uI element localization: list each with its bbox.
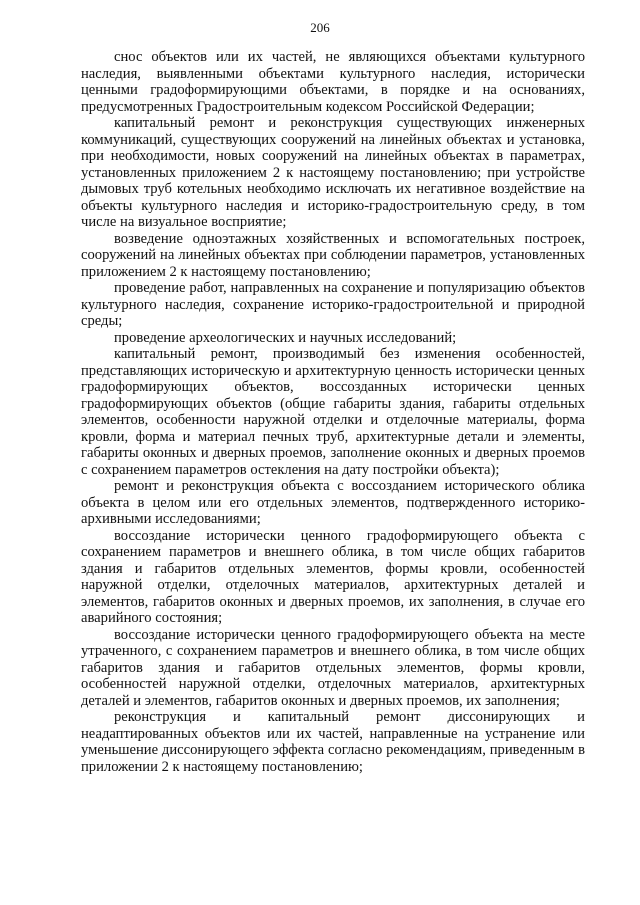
paragraph: воссоздание исторически ценного градоформирующего объекта с сохранением параметров и внешнего облика, в том числе общих габаритов здания и габаритов отдельных элементов, формы кровли, особенностей наружной отделки, отделочных материалов, архитектурных деталей и элементов, габаритов оконных и дверных проемов, их заполнения, в случае его аварийного состояния; xyxy=(81,527,585,626)
paragraph: воссоздание исторически ценного градоформирующего объекта на месте утраченного, с сохранением параметров и внешнего облика, в том числе общих габаритов здания и габаритов отдельных элементов, формы кровли, особенностей наружной отделки, отделочных материалов, архитектурных деталей и элементов, габаритов оконных и дверных проемов, их заполнения; xyxy=(81,626,585,709)
document-body xyxy=(81,49,585,775)
paragraph: проведение археологических и научных исследований; xyxy=(114,329,457,346)
paragraph: снос объектов или их частей, не являющихся объектами культурного наследия, выявленными объектами культурного наследия, исторически ценными градоформирующими объектами, в порядке и на основаниях, предусмотренных Градостроительным кодексом Российской Федерации; xyxy=(81,49,585,115)
paragraph: реконструкция и капитальный ремонт диссонирующих и неадаптированных объектов или их частей, направленные на устранение или уменьшение диссонирующего эффекта согласно рекомендациям, приведенным в приложении 2 к настоящему постановлению; xyxy=(81,709,585,775)
paragraph: ремонт и реконструкция объекта с воссозданием исторического облика объекта в целом или его отдельных элементов, подтвержденного историко-архивными исследованиями; xyxy=(81,478,585,527)
paragraph: капитальный ремонт и реконструкция существующих инженерных коммуникаций, существующих сооружений на линейных объектах и установка, при необходимости, новых сооружений на линейных объектах в параметрах, установленных приложением 2 к настоящему постановлению; при устройстве дымовых труб котельных необходимо исключать их негативное воздействие на объекты культурного наследия и историко-градостроительную среду, в том числе на визуальное восприятие; xyxy=(81,115,585,230)
paragraph: проведение работ, направленных на сохранение и популяризацию объектов культурного наследия, сохранение историко-градостроительной и природной среды; xyxy=(81,280,585,329)
paragraph: капитальный ремонт, производимый без изменения особенностей, представляющих историческую и архитектурную ценность исторически ценных градоформирующих объектов, воссозданных исторически ценных градоформирующих объектов (общие габариты здания, габариты отдельных элементов, особенности наружной отделки и отделочные материалы, форма кровли, форма и материал печных труб, архитектурные детали и элементы, габариты оконных и дверных проемов, заполнение оконных и дверных проемов с сохранением параметров остекления на дату постройки объекта); xyxy=(81,346,585,478)
paragraph: возведение одноэтажных хозяйственных и вспомогательных построек, сооружений на линейных объектах при соблюдении параметров, установленных приложением 2 к настоящему постановлению; xyxy=(81,230,585,280)
page-number: 206 xyxy=(310,20,330,35)
